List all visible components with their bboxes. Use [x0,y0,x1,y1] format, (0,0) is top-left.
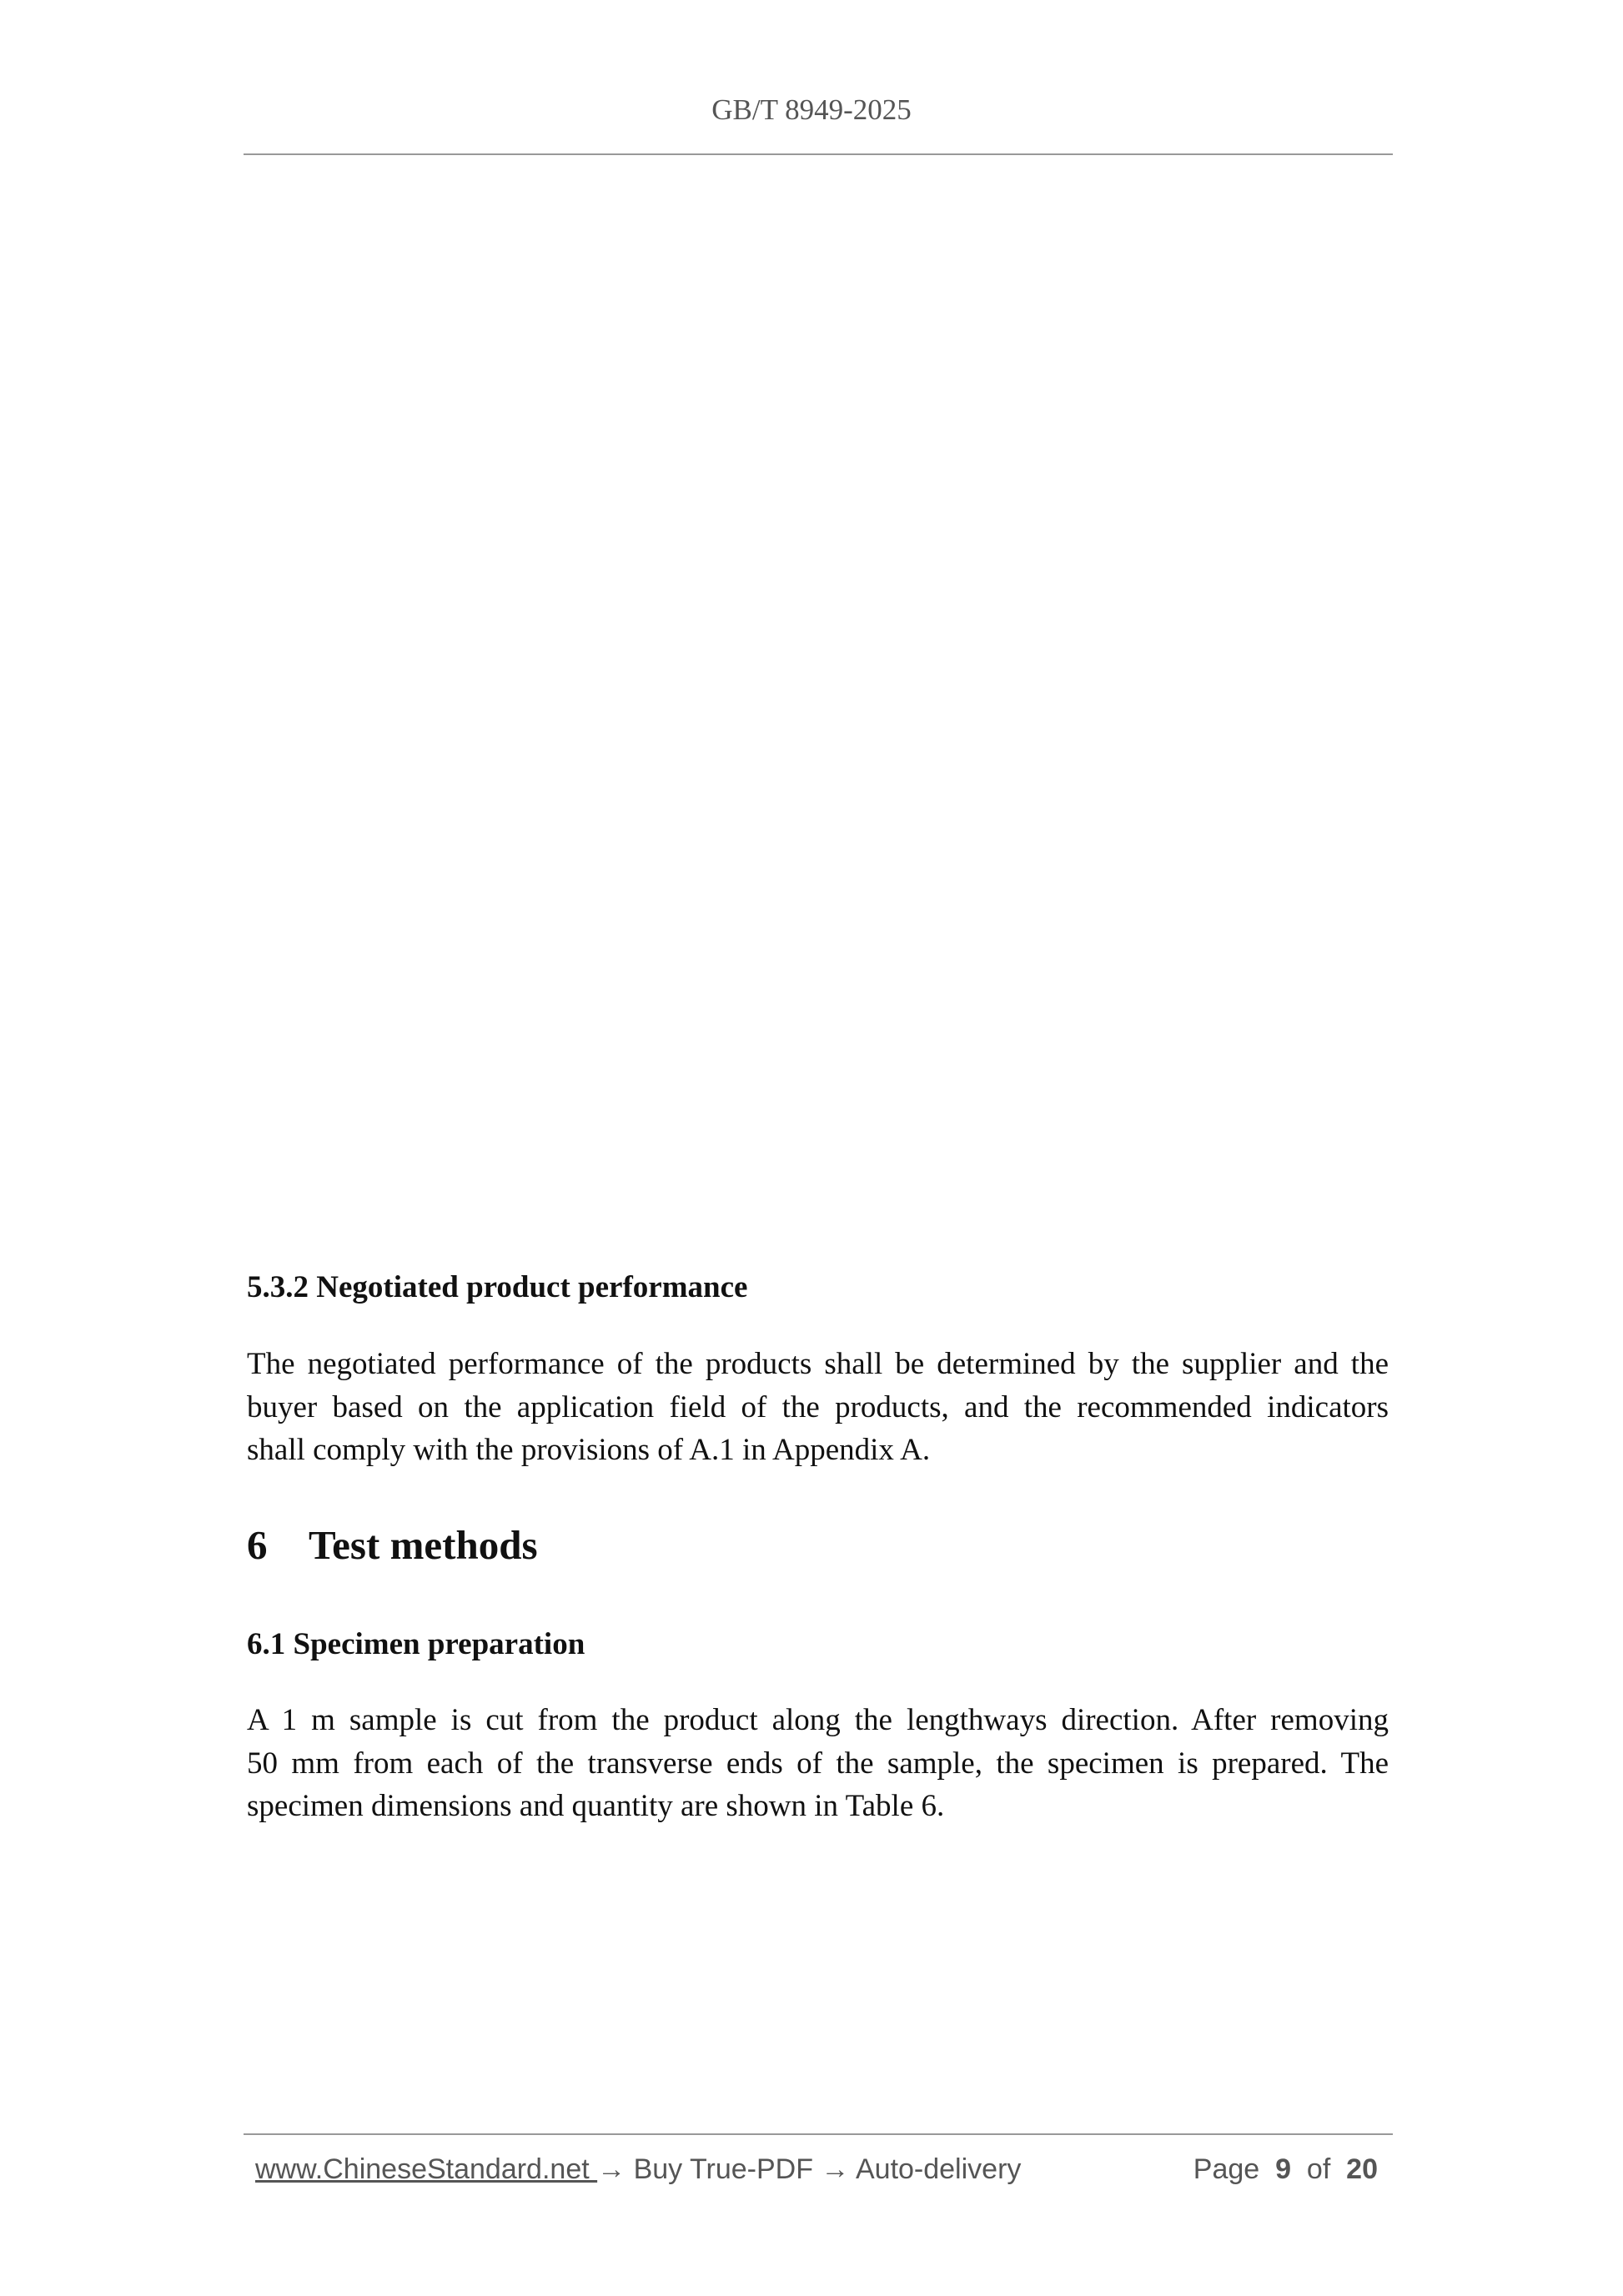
running-header: GB/T 8949-2025 [711,93,912,126]
footer-promo [255,2153,1021,2186]
text-line: specimen dimensions and quantity are shown in Table 6. [247,1789,945,1823]
footer-rule [244,2133,1393,2135]
total-pages: 20 [1346,2153,1378,2185]
website-link[interactable]: www.ChineseStandard.net [255,2153,598,2185]
paragraph-5-3-2 [247,1343,1389,1472]
section-heading-6-1: 6.1 Specimen preparation [247,1627,585,1661]
of-label: of [1306,2153,1331,2185]
text-line: A 1 m sample is cut from the product along the lengthways direction. After removing [247,1703,1389,1737]
page-number [1193,2153,1378,2186]
page-footer [255,2153,1378,2186]
text-line: shall comply with the provisions of A.1 in Appendix A. [247,1433,931,1467]
paragraph-6-1 [247,1699,1389,1828]
chapter-title: Test methods [309,1522,538,1568]
text-line: 50 mm from each of the transverse ends of the sample, the specimen is prepared. The [247,1746,1389,1781]
page-label: Page [1193,2153,1260,2185]
footer-promo-text: → Buy True-PDF → Auto-delivery [597,2153,1022,2185]
chapter-heading-6 [247,1521,538,1569]
header-rule [244,153,1393,155]
text-line: The negotiated performance of the products shall be determined by the supplier and the [247,1347,1389,1381]
current-page: 9 [1275,2153,1291,2185]
section-heading-5-3-2: 5.3.2 Negotiated product performance [247,1270,748,1304]
text-line: buyer based on the application field of the products, and the recommended indicators [247,1389,1389,1424]
chapter-number: 6 [247,1522,268,1568]
